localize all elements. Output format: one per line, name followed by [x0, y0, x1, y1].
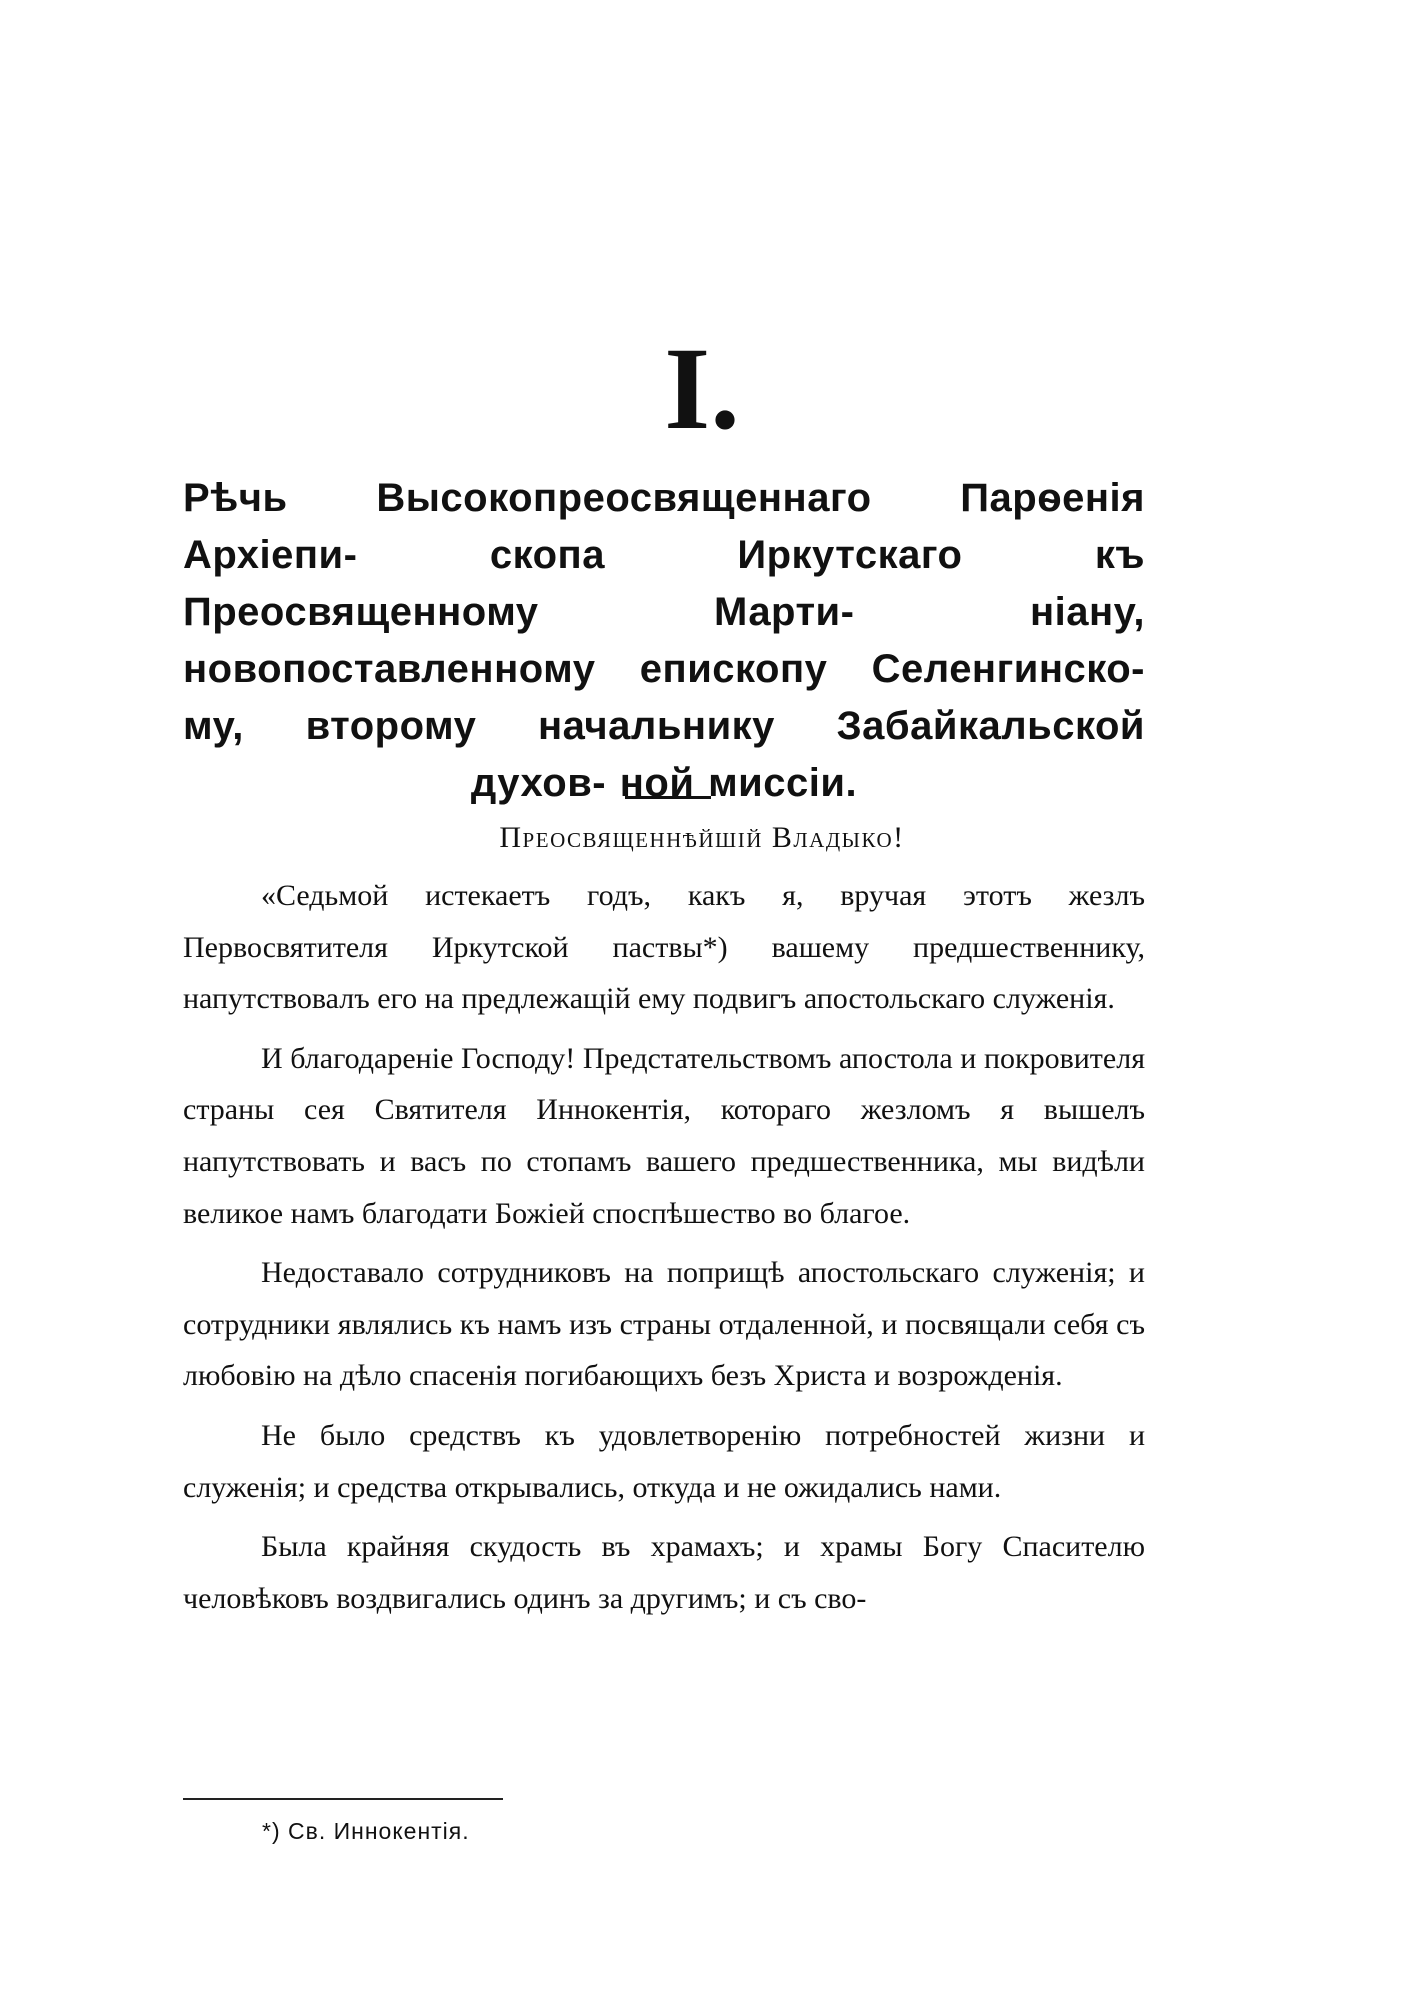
heading-line: Рѣчь Высокопреосвященнаго Парѳенія Архіепи- — [183, 476, 1145, 577]
salutation: Преосвященнѣйшій Владыко! — [499, 821, 905, 854]
paragraph: И благодареніе Господу! Предстательствомъ апостола и покровителя страны сея Святителя Иннокентія, котораго жезломъ я вышелъ напутствовать и васъ по стопамъ вашего предшественника, мы видѣли великое намъ благодати Божіей споспѣшество во благое. — [183, 1041, 1145, 1230]
chapter-number: I. — [664, 323, 740, 454]
paragraph: Недоставало сотрудниковъ на поприщѣ апостольскаго служенія; и сотрудники являлись къ намъ изъ страны отдаленной, и посвящали себя съ любовію на дѣло спасенія погибающихъ безъ Христа и возрожденія. — [183, 1256, 1145, 1393]
footnote-divider — [183, 1798, 503, 1800]
speech-heading — [183, 470, 1145, 812]
heading-line: скопа Иркутскаго къ Преосвященному Марти- — [183, 533, 1145, 634]
heading-line: ніану, новопоставленному епископу Селенгинско- — [183, 590, 1145, 691]
heading-line: ной миссіи. — [619, 761, 858, 805]
paragraph: Была крайняя скудость въ храмахъ; и храмы Богу Спасителю человѣковъ воздвигались одинъ за другимъ; и съ сво- — [183, 1530, 1145, 1615]
paragraph: Не было средствъ къ удовлетворенію потребностей жизни и служенія; и средства открывались, откуда и не ожидались нами. — [183, 1418, 1145, 1504]
section-divider — [625, 796, 711, 799]
paragraph: «Седьмой истекаетъ годъ, какъ я, вручая этотъ жезлъ Первосвятителя Иркутской паствы*) вашему предшественнику, напутствовалъ его на предлежащій ему подвигъ апостольскаго служенія. — [183, 879, 1145, 1016]
heading-line: му, второму начальнику Забайкальской духов- — [183, 704, 1145, 805]
footnote: *) Св. Иннокентія. — [262, 1818, 470, 1844]
speech-body — [183, 870, 1145, 1632]
